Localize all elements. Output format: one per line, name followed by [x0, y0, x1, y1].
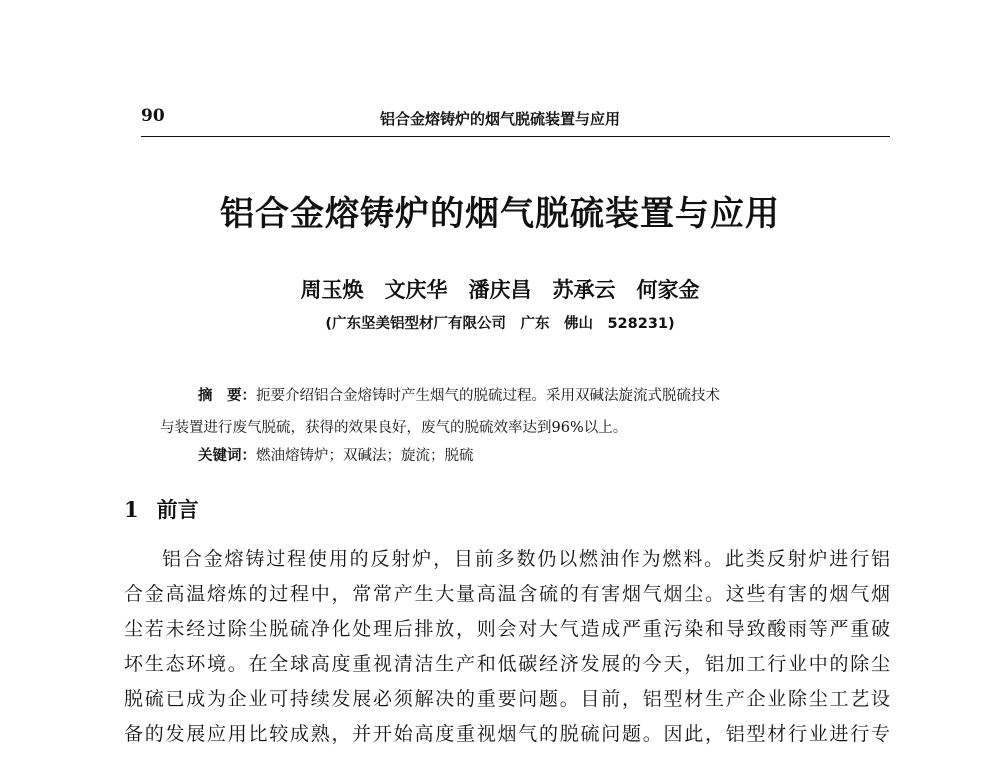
body-line: 脱硫已成为企业可持续发展必须解决的重要问题。目前，铝型材生产企业除尘工艺设	[124, 688, 890, 710]
body-paragraph	[124, 542, 890, 752]
abstract-label: 摘 要：	[198, 388, 256, 404]
author-list: 周玉焕 文庆华 潘庆昌 苏承云 何家金	[300, 277, 700, 302]
body-line: 铝合金熔铸过程使用的反射炉，目前多数仍以燃油作为燃料。此类反射炉进行铝	[162, 548, 890, 570]
section-heading	[124, 494, 199, 524]
running-header-title: 铝合金熔铸炉的烟气脱硫装置与应用	[379, 110, 620, 128]
abstract-text-2: 与装置进行废气脱硫，获得的效果良好，废气的脱硫效率达到96%以上。	[160, 420, 628, 436]
section-number: 1	[124, 497, 139, 522]
keywords-label: 关键词：	[198, 448, 256, 464]
abstract-text-1: 扼要介绍铝合金熔铸时产生烟气的脱硫过程。采用双碱法旋流式脱硫技术	[256, 388, 720, 404]
page-number: 90	[141, 106, 165, 126]
body-line: 备的发展应用比较成熟，并开始高度重视烟气的脱硫问题。因此，铝型材行业进行专	[124, 723, 890, 745]
keywords-text: 燃油熔铸炉；双碱法；旋流；脱硫	[256, 448, 474, 464]
abstract-line-1	[160, 380, 860, 412]
body-line: 合金高温熔炼的过程中，常常产生大量高温含硫的有害烟气烟尘。这些有害的烟气烟	[124, 583, 890, 605]
header-rule	[141, 136, 890, 137]
paper-title: 铝合金熔铸炉的烟气脱硫装置与应用	[220, 194, 780, 234]
body-line: 坏生态环境。在全球高度重视清洁生产和低碳经济发展的今天，铝加工行业中的除尘	[124, 653, 890, 675]
keywords	[198, 444, 474, 465]
body-line: 尘若未经过除尘脱硫净化处理后排放，则会对大气造成严重污染和导致酸雨等严重破	[124, 618, 890, 640]
affiliation: (广东坚美铝型材厂有限公司 广东 佛山 528231)	[325, 316, 675, 332]
section-title: 前言	[156, 497, 199, 522]
abstract	[160, 380, 860, 444]
